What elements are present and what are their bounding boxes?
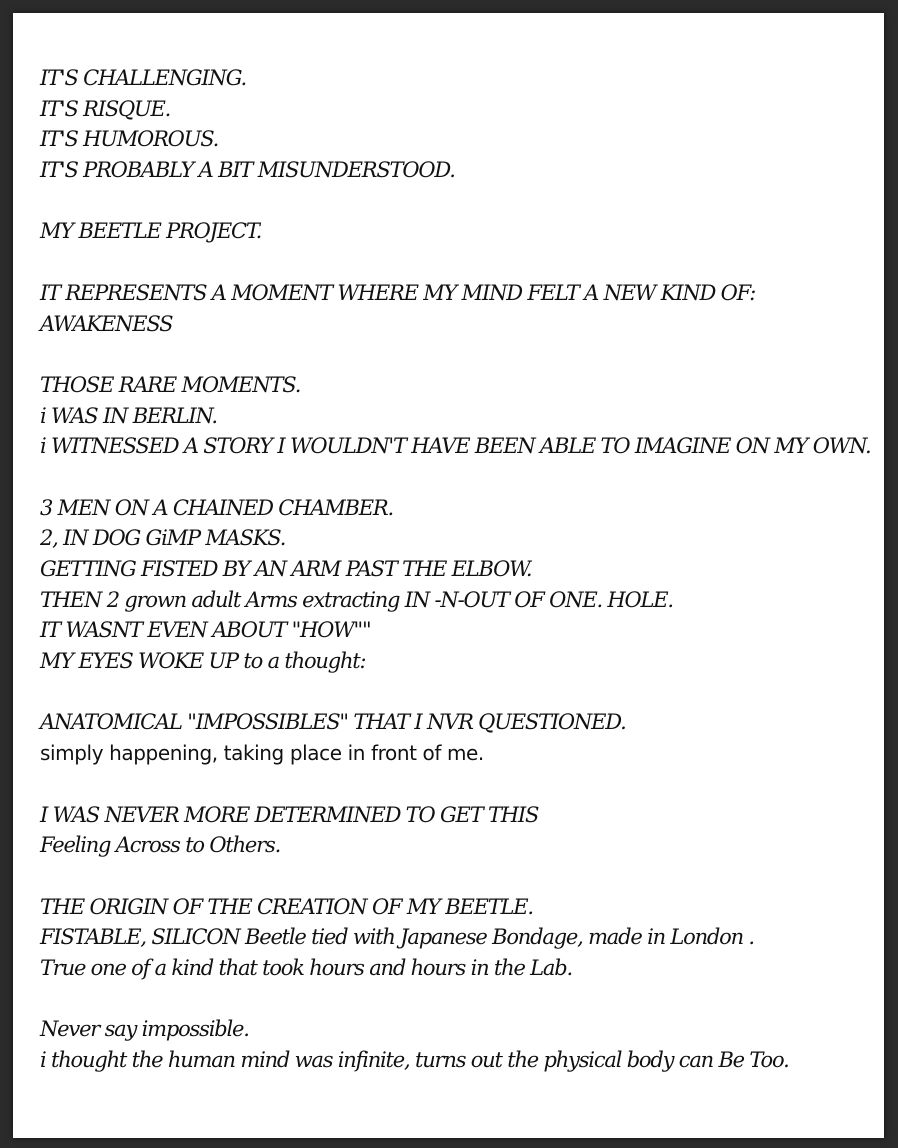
paragraph-gap <box>40 984 880 1015</box>
text-line: AWAKENESS <box>40 311 173 336</box>
text-line: IT REPRESENTS A MOMENT WHERE MY MIND FELT A NEW KIND OF: <box>40 280 756 305</box>
text-line: MY EYES WOKE UP to a thought: <box>40 649 366 674</box>
text-line: Never say impossible. <box>40 1017 249 1042</box>
paragraph-gap <box>40 769 880 800</box>
text-line: THEN 2 grown adult Arms extracting IN -N-OUT OF ONE. HOLE. <box>40 587 673 612</box>
paragraph-gap <box>40 247 880 278</box>
text-line: 3 MEN ON A CHAINED CHAMBER. <box>40 495 393 520</box>
text-line: i WITNESSED A STORY I WOULDN'T HAVE BEEN ABLE TO IMAGINE ON MY OWN. <box>40 434 871 459</box>
text-line: IT'S PROBABLY A BIT MISUNDERSTOOD. <box>40 158 455 183</box>
document-page <box>13 13 884 1138</box>
paragraph-gap <box>40 677 880 708</box>
text-line: IT'S CHALLENGING. <box>40 66 247 90</box>
text-line: THOSE RARE MOMENTS. <box>40 372 301 397</box>
text-line: IT WASNT EVEN ABOUT "HOW"" <box>40 618 371 643</box>
paragraph-gap <box>40 186 880 217</box>
text-line: IT'S RISQUE. <box>40 96 171 121</box>
text-line: IT'S HUMOROUS. <box>40 127 219 152</box>
text-line: True one of a kind that took hours and hours in the Lab. <box>40 955 572 980</box>
text-line: I WAS NEVER MORE DETERMINED TO GET THIS <box>40 802 539 827</box>
text-line: 2, IN DOG GiMP MASKS. <box>40 526 286 551</box>
paragraph-gap <box>40 861 880 892</box>
paragraph-gap <box>40 462 880 493</box>
text-line: ANATOMICAL "IMPOSSIBLES" THAT I NVR QUESTIONED. <box>40 710 626 735</box>
text-line: i thought the human mind was infinite, turns out the physical body can Be Too. <box>40 1048 789 1072</box>
statement-text <box>40 63 880 1076</box>
text-line: simply happening, taking place in front of me. <box>40 741 484 766</box>
text-line: i WAS IN BERLIN. <box>40 403 217 428</box>
text-line: FISTABLE, SILICON Beetle tied with Japanese Bondage, made in London . <box>40 925 754 950</box>
text-line: MY BEETLE PROJECT. <box>40 219 262 244</box>
text-line: GETTING FISTED BY AN ARM PAST THE ELBOW. <box>40 557 532 581</box>
text-line: Feeling Across to Others. <box>40 833 281 858</box>
paragraph-gap <box>40 339 880 370</box>
text-line: THE ORIGIN OF THE CREATION OF MY BEETLE. <box>40 894 533 919</box>
